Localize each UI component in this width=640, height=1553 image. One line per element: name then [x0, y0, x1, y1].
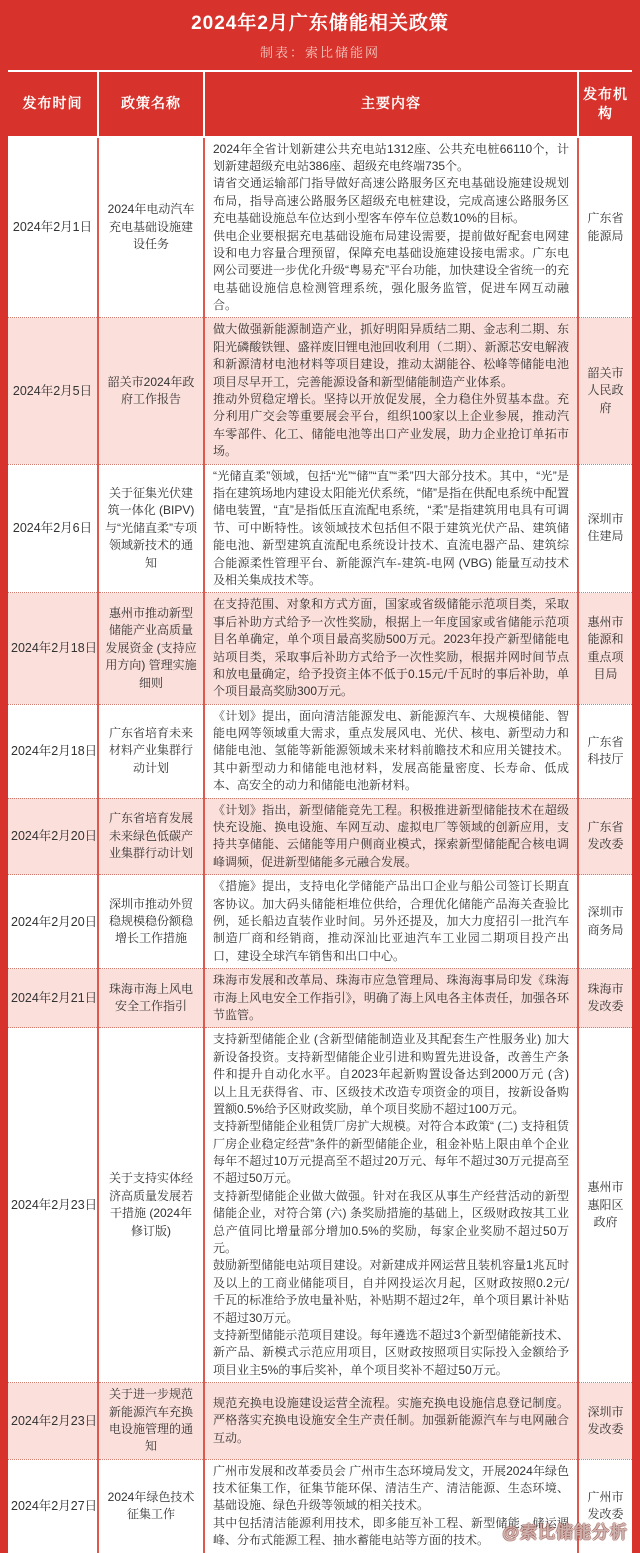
content-paragraph: 《措施》提出，支持电化学储能产品出口企业与船公司签订长期直客协议。加大码头储能柜堆位供给，合理优化储能产品海关查验比例，延长船边直装作业时间。另外还提及，加大力度招引一批汽车制造厂商和经销商，推动深汕比亚迪汽车工业园二期项目投产出口，建设全球汽车销售和出口中心。	[213, 879, 569, 963]
column-header-agency: 发布机构	[578, 71, 632, 137]
content-paragraph: 推动外贸稳定增长。坚持以开放促发展，全力稳住外贸基本盘。充分利用广交会等重要展会平台，组织100家以上企业参展，推动汽车零部件、化工、储能电池等出口产业发展，助力企业抢订单拓市场。	[213, 392, 569, 459]
content-paragraph: 珠海市发展和改革局、珠海市应急管理局、珠海海事局印发《珠海市海上风电安全工作指引》，明确了海上风电各主体责任，加强各环节监管。	[213, 973, 569, 1022]
content-paragraph: 《计划》提出，面向清洁能源发电、新能源汽车、大规模储能、智能电网等领域重大需求，重点发展风电、光伏、核电、新型动力和储能电池、氢能等新能源领域未来材料前瞻技术和应用关键技术。其中新型动力和储能电池材料，发展高能量密度、长寿命、低成本、高安全的动力和储能电池新材料。	[213, 708, 569, 793]
column-header-content: 主要内容	[204, 71, 578, 137]
row-policy-name: 2024年绿色技术征集工作	[98, 1459, 204, 1552]
policy-table-frame	[8, 0, 632, 1553]
content-paragraph: 做大做强新能源制造产业，抓好明阳异质结二期、金志利二期、东阳光磷酸铁锂、盛祥废旧锂电池回收利用（二期）、新源芯安电解液和新源清材电池材料等项目建设，推动太湖能谷、松峰等储能电池项目尽早开工，完善能源设备和新型储能制造产业体系。	[213, 322, 569, 389]
row-main-content	[204, 1383, 578, 1460]
row-publish-date: 2024年2月27日	[8, 1459, 98, 1552]
content-paragraph: 鼓励新型储能电站项目建设。对新建成并网运营且装机容量1兆瓦时及以上的工商业储能项目，自并网投运次月起，区财政按照0.2元/千瓦的标准给予放电量补贴，补贴期不超过2年，单个项目累计补贴不超过30万元。	[213, 1258, 569, 1325]
content-paragraph: 支持新型储能示范项目建设。每年遴选不超过3个新型储能新技术、新产品、新模式示范应用项目，区财政按照项目实际投入金额给予项目业主5%的事后奖补，单个项目奖补不超过50万元。	[213, 1327, 569, 1377]
row-policy-name: 2024年电动汽车充电基础设施建设任务	[98, 137, 204, 318]
row-main-content	[204, 798, 578, 875]
row-main-content	[204, 1028, 578, 1383]
table-row	[8, 593, 632, 704]
row-publish-date: 2024年2月18日	[8, 704, 98, 798]
table-row	[8, 1028, 632, 1383]
row-publish-date: 2024年2月6日	[8, 464, 98, 593]
table-row	[8, 1383, 632, 1460]
row-policy-name: 关于支持实体经济高质量发展若干措施 (2024年修订版)	[98, 1028, 204, 1383]
row-agency: 深圳市发改委	[578, 1383, 632, 1460]
page-title: 2024年2月广东储能相关政策	[191, 13, 449, 34]
content-paragraph: “光储直柔”领域，包括“光”“储”“直”“柔”四大部分技术。其中，“光”是指在建筑场地内建设太阳能光伏系统，“储”是指在供配电系统中配置储电装置，“直”是指低压直流配电系统，“柔”是指建筑用电具有可调节、可中断特性。该领域技术包括但不限于建筑光伏产品、建筑储能电池、新型建筑直流配电系统设计技术、直流电器产品、建筑综合能源柔性管理平台、新能源汽车-建筑-电网 (VBG) 能量互动技术及相关集成技术等。	[213, 468, 569, 587]
content-paragraph: 请省交通运输部门指导做好高速公路服务区充电基础设施建设规划布局，指导高速公路服务区超级充电桩建设，完成高速公路服务区充电基础设施总车位达到小型客车停车位总数10%的目标。	[213, 176, 569, 226]
column-header-policy: 政策名称	[98, 71, 204, 137]
row-policy-name: 关于进一步规范新能源汽车充换电设施管理的通知	[98, 1383, 204, 1460]
row-policy-name: 韶关市2024年政府工作报告	[98, 318, 204, 464]
row-publish-date: 2024年2月5日	[8, 318, 98, 464]
content-paragraph: 在支持范围、对象和方式方面，国家或省级储能示范项目类，采取事后补助方式给予一次性奖励，根据上一年度国家或省储能示范项目名单确定，单个项目最高奖励500万元。2023年投产新型储能电站项目类，采取事后补助方式给予一次性奖励，根据并网时间节点和放电量确定，给予投资主体不低于0.15元/千瓦时的事后补助，单个项目最高奖励300万元。	[213, 597, 569, 699]
row-main-content	[204, 704, 578, 798]
table-row	[8, 318, 632, 464]
row-main-content	[204, 969, 578, 1028]
content-paragraph: 广州市发展和改革委员会 广州市生态环境局发文，开展2024年绿色技术征集工作，征集节能环保、清洁生产、清洁能源、生态环境、基础设施、绿色升级等领域的相关技术。	[213, 1463, 569, 1513]
page-subtitle: 制表：索比储能网	[259, 44, 380, 60]
content-paragraph: 2024年全省计划新建公共充电站1312座、公共充电桩66110个，计划新建超级充电站386座、超级充电终端735个。	[213, 141, 569, 173]
table-row	[8, 875, 632, 969]
row-agency: 惠州市惠阳区政府	[578, 1028, 632, 1383]
row-agency: 深圳市住建局	[578, 464, 632, 593]
row-policy-name: 深圳市推动外贸稳规模稳份额稳增长工作措施	[98, 875, 204, 969]
row-main-content	[204, 137, 578, 318]
row-main-content	[204, 593, 578, 704]
content-paragraph: 供电企业要根据充电基础设施布局建设需要，提前做好配套电网建设和电力容量合理预留，保障充电基础设施建设接电需求。广东电网公司要进一步优化升级“粤易充”平台功能，加快建设全省统一的充电基础设施信息检测管理系统，强化服务监管，促进车网互动融合。	[213, 228, 569, 313]
content-paragraph: 支持新型储能企业做大做强。针对在我区从事生产经营活动的新型储能企业，对符合第 (六) 条奖励措施的基础上，区级财政按其工业总产值同比增量部分增加0.5%的奖励，每家企业奖励不超过50万元。	[213, 1188, 569, 1256]
row-agency: 惠州市能源和重点项目局	[578, 593, 632, 704]
content-paragraph: 其中包括清洁能源利用技术，即多能互补工程、新型储能、储运调峰、分布式能源工程、抽水蓄能电站等方面的技术。	[213, 1515, 569, 1548]
row-policy-name: 珠海市海上风电安全工作指引	[98, 969, 204, 1028]
row-main-content	[204, 464, 578, 593]
content-paragraph: 规范充换电设施建设运营全流程。实施充换电设施信息登记制度。严格落实充换电设施安全生产责任制。加强新能源汽车与电网融合互动。	[213, 1395, 569, 1445]
policy-table	[8, 70, 632, 1553]
row-agency: 广州市发改委	[578, 1459, 632, 1552]
table-row	[8, 798, 632, 875]
row-publish-date: 2024年2月20日	[8, 798, 98, 875]
row-policy-name: 惠州市推动新型储能产业高质量发展资金 (支持应用方向) 管理实施细则	[98, 593, 204, 704]
row-agency: 广东省发改委	[578, 798, 632, 875]
row-agency: 珠海市发改委	[578, 969, 632, 1028]
row-agency: 广东省能源局	[578, 137, 632, 318]
row-agency: 深圳市商务局	[578, 875, 632, 969]
table-body	[8, 137, 632, 1553]
row-main-content	[204, 875, 578, 969]
row-main-content	[204, 1459, 578, 1552]
table-row	[8, 969, 632, 1028]
watermark: @索比储能分析	[502, 1522, 628, 1542]
row-publish-date: 2024年2月21日	[8, 969, 98, 1028]
column-header-date: 发布时间	[8, 71, 98, 137]
table-row	[8, 464, 632, 593]
row-policy-name: 广东省培育未来材料产业集群行动计划	[98, 704, 204, 798]
table-header-row	[8, 71, 632, 137]
row-policy-name: 关于征集光伏建筑一体化 (BIPV) 与“光储直柔”专项领域新技术的通知	[98, 464, 204, 593]
row-main-content	[204, 318, 578, 464]
content-paragraph: 《计划》指出，新型储能竞先工程。积极推进新型储能技术在超级快充设施、换电设施、车网互动、虚拟电厂等领域的创新应用，支持共享储能、云储能等用户侧商业模式，探索新型储能配合核电调峰调频，促进新型储能多元融合发展。	[213, 802, 569, 869]
table-row	[8, 137, 632, 318]
row-agency: 广东省科技厅	[578, 704, 632, 798]
row-publish-date: 2024年2月23日	[8, 1028, 98, 1383]
table-row	[8, 1459, 632, 1552]
row-publish-date: 2024年2月20日	[8, 875, 98, 969]
content-paragraph: 支持新型储能企业租赁厂房扩大规模。对符合本政策“ (二) 支持租赁厂房企业稳定经营”条件的新型储能企业，租金补贴上限由单个企业每年不超过10万元提高至不超过20万元、每年不超过30万元提高至不超过50万元。	[213, 1119, 569, 1186]
row-policy-name: 广东省培育发展未来绿色低碳产业集群行动计划	[98, 798, 204, 875]
row-publish-date: 2024年2月18日	[8, 593, 98, 704]
table-row	[8, 704, 632, 798]
row-publish-date: 2024年2月1日	[8, 137, 98, 318]
row-agency: 韶关市人民政府	[578, 318, 632, 464]
content-paragraph: 支持新型储能企业 (含新型储能制造业及其配套生产性服务业) 加大新设备投资。支持新型储能企业引进和购置先进设备，改善生产条件和提升自动化水平。自2023年起新购置设备达到2000万元 (含) 以上且无获得省、市、区级技术改造专项资金的项目，按新设备购置额0.5%给予区财政奖励，单个项目奖励不超过100万元。	[213, 1032, 569, 1116]
title-band	[8, 0, 632, 70]
row-publish-date: 2024年2月23日	[8, 1383, 98, 1460]
